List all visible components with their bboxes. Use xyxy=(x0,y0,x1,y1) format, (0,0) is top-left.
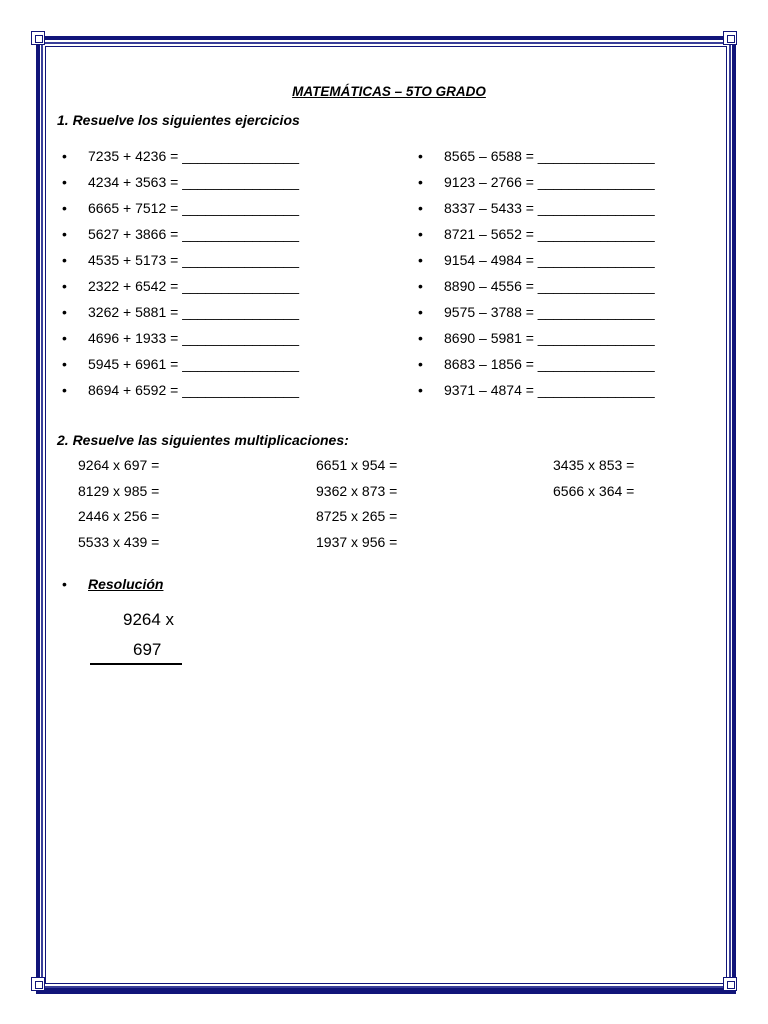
list-item xyxy=(62,351,362,377)
resolution-heading: Resolución xyxy=(88,576,164,592)
addition-list xyxy=(62,143,362,403)
addition-exercise: 3262 + 5881 = _______________ xyxy=(88,304,299,320)
corner-ornament-top-right xyxy=(723,31,737,45)
resolution-underline xyxy=(90,663,182,665)
multiplication-exercise: 2446 x 256 = xyxy=(78,508,160,524)
addition-exercise: 6665 + 7512 = _______________ xyxy=(88,200,299,216)
bullet: • xyxy=(62,576,67,592)
section-1-heading: 1. Resuelve los siguientes ejercicios xyxy=(57,112,300,128)
bullet: • xyxy=(62,252,67,268)
addition-exercise: 4234 + 3563 = _______________ xyxy=(88,174,299,190)
list-item xyxy=(418,195,718,221)
multiplication-column-2 xyxy=(316,453,397,555)
list-item xyxy=(62,273,362,299)
subtraction-exercise: 8337 – 5433 = _______________ xyxy=(444,200,655,216)
list-item xyxy=(418,351,718,377)
bullet: • xyxy=(418,174,423,190)
bullet: • xyxy=(62,278,67,294)
list-item xyxy=(62,169,362,195)
multiplication-column-3 xyxy=(553,453,634,504)
addition-exercise: 4696 + 1933 = _______________ xyxy=(88,330,299,346)
bullet: • xyxy=(62,148,67,164)
bullet: • xyxy=(62,174,67,190)
corner-ornament-bottom-left xyxy=(31,977,45,991)
addition-exercise: 5627 + 3866 = _______________ xyxy=(88,226,299,242)
bullet: • xyxy=(418,226,423,242)
page-title: MATEMÁTICAS – 5TO GRADO xyxy=(292,84,486,99)
multiplication-exercise: 9264 x 697 = xyxy=(78,457,160,473)
list-item xyxy=(418,221,718,247)
addition-exercise: 5945 + 6961 = _______________ xyxy=(88,356,299,372)
list-item xyxy=(62,377,362,403)
corner-ornament-top-left xyxy=(31,31,45,45)
bullet: • xyxy=(418,252,423,268)
addition-exercise: 8694 + 6592 = _______________ xyxy=(88,382,299,398)
subtraction-exercise: 9123 – 2766 = _______________ xyxy=(444,174,655,190)
subtraction-exercise: 9371 – 4874 = _______________ xyxy=(444,382,655,398)
subtraction-exercise: 9154 – 4984 = _______________ xyxy=(444,252,655,268)
addition-exercise: 4535 + 5173 = _______________ xyxy=(88,252,299,268)
resolution-multiplier: 697 xyxy=(133,640,162,659)
subtraction-exercise: 9575 – 3788 = _______________ xyxy=(444,304,655,320)
bullet: • xyxy=(62,330,67,346)
list-item xyxy=(418,247,718,273)
list-item xyxy=(418,273,718,299)
bullet: • xyxy=(418,356,423,372)
subtraction-exercise: 8690 – 5981 = _______________ xyxy=(444,330,655,346)
bullet: • xyxy=(418,200,423,216)
corner-ornament-bottom-right xyxy=(723,977,737,991)
list-item xyxy=(418,299,718,325)
list-item xyxy=(418,169,718,195)
multiplication-exercise: 8725 x 265 = xyxy=(316,508,398,524)
subtraction-exercise: 8683 – 1856 = _______________ xyxy=(444,356,655,372)
list-item xyxy=(418,143,718,169)
multiplication-exercise: 8129 x 985 = xyxy=(78,482,160,499)
list-item xyxy=(62,325,362,351)
bullet: • xyxy=(62,226,67,242)
bullet: • xyxy=(418,278,423,294)
list-item xyxy=(62,221,362,247)
multiplication-column-1 xyxy=(78,453,159,555)
multiplication-exercise: 9362 x 873 = xyxy=(316,482,398,499)
bullet: • xyxy=(418,382,423,398)
subtraction-list xyxy=(418,143,718,403)
multiplication-exercise: 6651 x 954 = xyxy=(316,457,398,473)
multiplication-exercise: 5533 x 439 = xyxy=(78,533,160,550)
subtraction-exercise: 8890 – 4556 = _______________ xyxy=(444,278,655,294)
multiplication-exercise: 3435 x 853 = xyxy=(553,457,635,473)
bullet: • xyxy=(418,304,423,320)
resolution-multiplicand: 9264 x xyxy=(123,610,175,629)
multiplication-exercise: 6566 x 364 = xyxy=(553,482,635,499)
bullet: • xyxy=(62,304,67,320)
addition-exercise: 2322 + 6542 = _______________ xyxy=(88,278,299,294)
bullet: • xyxy=(62,200,67,216)
subtraction-exercise: 8721 – 5652 = _______________ xyxy=(444,226,655,242)
section-2-heading: 2. Resuelve las siguientes multiplicaciones: xyxy=(57,432,349,448)
subtraction-exercise: 8565 – 6588 = _______________ xyxy=(444,148,655,164)
list-item xyxy=(62,195,362,221)
list-item xyxy=(62,299,362,325)
bullet: • xyxy=(62,356,67,372)
addition-exercise: 7235 + 4236 = _______________ xyxy=(88,148,299,164)
list-item xyxy=(62,143,362,169)
list-item xyxy=(418,377,718,403)
multiplication-exercise: 1937 x 956 = xyxy=(316,533,398,550)
list-item xyxy=(418,325,718,351)
list-item xyxy=(62,247,362,273)
bullet: • xyxy=(418,330,423,346)
bullet: • xyxy=(418,148,423,164)
bullet: • xyxy=(62,382,67,398)
